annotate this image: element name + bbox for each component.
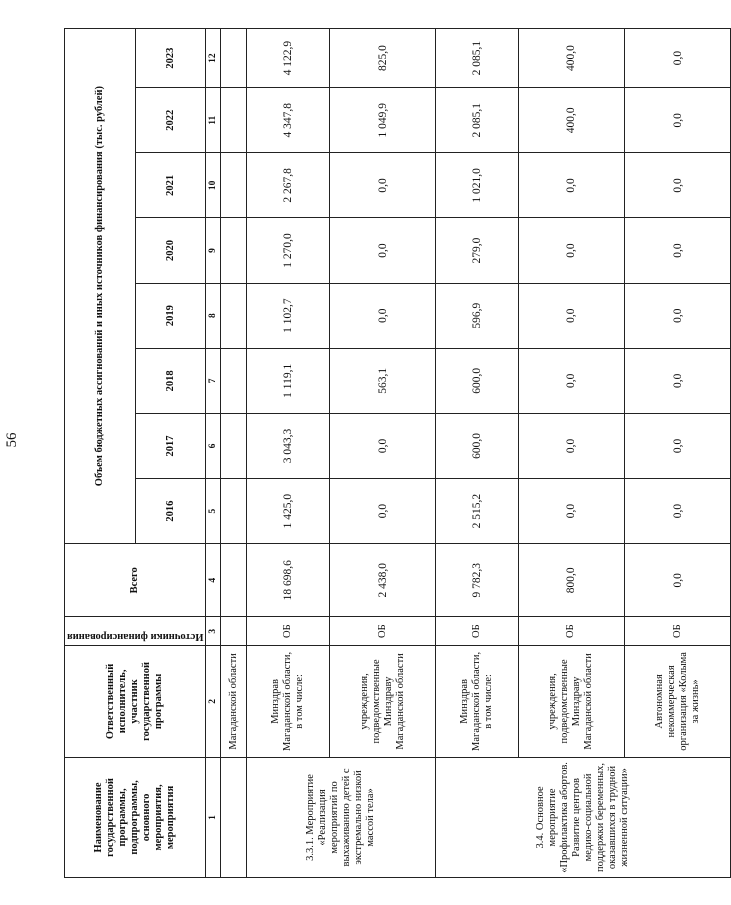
row-value <box>221 348 247 413</box>
column-number: 8 <box>206 283 221 348</box>
row-value: 1 049,9 <box>329 88 435 153</box>
row-value <box>221 218 247 283</box>
row-executor: Магаданской области <box>221 645 247 757</box>
column-number: 1 <box>206 757 221 877</box>
row-source: ОБ <box>518 617 624 646</box>
header-funding-group: Объем бюджетных ассигнований и иных источников финансирования (тыс. рублей) <box>65 29 136 544</box>
column-number: 6 <box>206 413 221 478</box>
column-number: 10 <box>206 153 221 218</box>
row-total <box>221 544 247 617</box>
column-number: 5 <box>206 479 221 544</box>
row-executor: учреждения, подведомственные Минздраву Магаданской области <box>518 645 624 757</box>
row-total: 9 782,3 <box>436 544 518 617</box>
row-value: 279,0 <box>436 218 518 283</box>
row-value: 0,0 <box>518 218 624 283</box>
page-number: 56 <box>4 432 20 448</box>
row-executor: Автономная некоммерческая организация «Колыма за жизнь» <box>625 645 731 757</box>
header-year: 2018 <box>135 348 206 413</box>
row-value: 0,0 <box>625 283 731 348</box>
row-value: 0,0 <box>625 479 731 544</box>
row-executor: Минздрав Магаданской области, в том числе: <box>436 645 518 757</box>
row-value: 0,0 <box>518 348 624 413</box>
table-row <box>436 29 518 878</box>
row-total: 2 438,0 <box>329 544 435 617</box>
row-executor: Минздрав Магаданской области, в том числе: <box>247 645 329 757</box>
column-number: 7 <box>206 348 221 413</box>
row-value <box>221 479 247 544</box>
header-source <box>65 617 206 646</box>
row-value: 400,0 <box>518 29 624 88</box>
row-value: 2 085,1 <box>436 29 518 88</box>
row-value <box>221 153 247 218</box>
row-value: 4 347,8 <box>247 88 329 153</box>
row-name: 3.3.1. Мероприятие «Реализация мероприятий по выхаживанию детей с экстремально низкой массой тела» <box>247 757 436 877</box>
row-value: 0,0 <box>625 348 731 413</box>
row-value: 825,0 <box>329 29 435 88</box>
row-value: 0,0 <box>518 153 624 218</box>
column-number: 12 <box>206 29 221 88</box>
row-value: 0,0 <box>329 218 435 283</box>
row-total: 18 698,6 <box>247 544 329 617</box>
row-value: 400,0 <box>518 88 624 153</box>
row-value <box>221 29 247 88</box>
header-year: 2022 <box>135 88 206 153</box>
row-value: 596,9 <box>436 283 518 348</box>
row-value: 2 085,1 <box>436 88 518 153</box>
header-executor: Ответственный исполнитель, участник государственной программы <box>65 645 206 757</box>
row-source: ОБ <box>329 617 435 646</box>
row-total: 800,0 <box>518 544 624 617</box>
row-value: 0,0 <box>329 283 435 348</box>
row-value: 1 425,0 <box>247 479 329 544</box>
row-value: 1 119,1 <box>247 348 329 413</box>
header-source-text: Источники финансирования <box>67 630 204 642</box>
header-year: 2016 <box>135 479 206 544</box>
rotated-table-sheet <box>64 28 701 878</box>
column-number: 11 <box>206 88 221 153</box>
table-row <box>329 29 435 878</box>
table-row <box>221 29 247 878</box>
row-value: 3 043,3 <box>247 413 329 478</box>
funding-table <box>64 28 731 878</box>
header-name: Наименование государственной программы, подпрограммы, основного мероприятия, мероприятия <box>65 757 206 877</box>
row-value: 0,0 <box>329 153 435 218</box>
row-value: 600,0 <box>436 413 518 478</box>
row-value: 1 270,0 <box>247 218 329 283</box>
row-value <box>221 283 247 348</box>
row-value: 0,0 <box>518 479 624 544</box>
row-name: 3.4. Основное мероприятие «Профилактика абортов. Развитие центров медико-социальной поддержки беременных, оказавшихся в трудной жизненной ситуации» <box>436 757 731 877</box>
header-year: 2019 <box>135 283 206 348</box>
row-source: ОБ <box>625 617 731 646</box>
column-number: 4 <box>206 544 221 617</box>
row-executor: учреждения, подведомственные Минздраву Магаданской области <box>329 645 435 757</box>
row-value: 563,1 <box>329 348 435 413</box>
row-value: 0,0 <box>329 479 435 544</box>
table-body <box>221 29 731 878</box>
table-row <box>625 29 731 878</box>
column-number-row <box>206 29 221 878</box>
row-value: 1 102,7 <box>247 283 329 348</box>
row-source: ОБ <box>247 617 329 646</box>
row-value: 0,0 <box>625 88 731 153</box>
header-row-top <box>65 29 136 878</box>
row-value: 0,0 <box>625 218 731 283</box>
table-row <box>518 29 624 878</box>
row-value: 0,0 <box>625 413 731 478</box>
column-number: 9 <box>206 218 221 283</box>
header-year: 2020 <box>135 218 206 283</box>
row-value: 2 267,8 <box>247 153 329 218</box>
row-value: 0,0 <box>518 413 624 478</box>
row-value: 0,0 <box>625 29 731 88</box>
row-total: 0,0 <box>625 544 731 617</box>
column-number: 2 <box>206 645 221 757</box>
row-value: 0,0 <box>518 283 624 348</box>
row-value: 2 515,2 <box>436 479 518 544</box>
row-value: 4 122,9 <box>247 29 329 88</box>
row-source: ОБ <box>436 617 518 646</box>
row-source <box>221 617 247 646</box>
row-value: 1 021,0 <box>436 153 518 218</box>
header-year: 2023 <box>135 29 206 88</box>
row-value: 0,0 <box>625 153 731 218</box>
row-value: 0,0 <box>329 413 435 478</box>
row-name <box>221 757 247 877</box>
row-value <box>221 88 247 153</box>
table-row <box>247 29 329 878</box>
row-value: 600,0 <box>436 348 518 413</box>
header-total: Всего <box>65 544 206 617</box>
header-year: 2017 <box>135 413 206 478</box>
header-year: 2021 <box>135 153 206 218</box>
row-value <box>221 413 247 478</box>
column-number: 3 <box>206 617 221 646</box>
